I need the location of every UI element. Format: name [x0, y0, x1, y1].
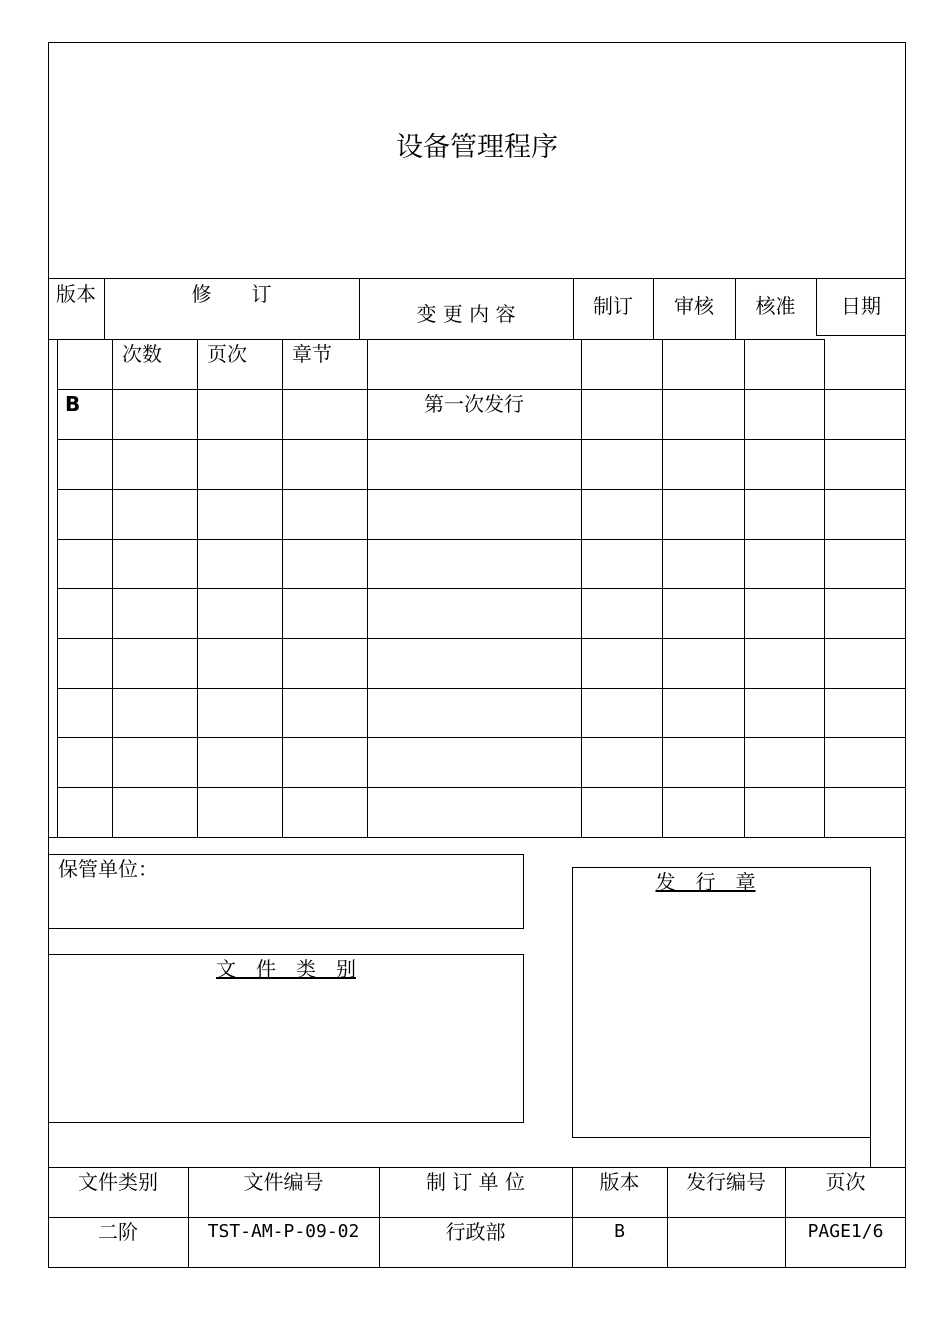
issue-stamp-label: 发 行 章 — [655, 870, 756, 894]
header-times: 次数 — [122, 342, 162, 366]
header-approved: 核准 — [755, 294, 796, 318]
row-version: B — [65, 392, 81, 416]
document-title: 设备管理程序 — [396, 132, 558, 163]
footer-header-doc-category: 文件类别 — [78, 1170, 158, 1194]
footer-header-doc-number: 文件编号 — [243, 1170, 324, 1194]
header-drafted: 制订 — [593, 294, 633, 318]
footer-header-drafting-unit: 制 订 单 位 — [425, 1170, 526, 1194]
footer-value-drafting-unit: 行政部 — [445, 1220, 506, 1244]
issue-stamp-box — [572, 867, 871, 1138]
footer-value-doc-category: 二阶 — [98, 1220, 138, 1244]
header-page: 页次 — [207, 342, 247, 366]
footer-header-version: 版本 — [599, 1170, 640, 1194]
footer-header-page: 页次 — [825, 1170, 866, 1194]
header-version: 版本 — [56, 282, 96, 306]
footer-header-issue-number: 发行编号 — [686, 1170, 766, 1194]
header-change-content: 变 更 内 容 — [416, 302, 516, 326]
custody-label: 保管单位： — [58, 857, 158, 881]
footer-value-version: B — [614, 1221, 625, 1242]
footer-value-page: PAGE1/6 — [807, 1221, 884, 1242]
row-change-content: 第一次发行 — [424, 392, 524, 416]
footer-value-doc-number: TST-AM-P-09-02 — [207, 1221, 360, 1242]
header-reviewed: 审核 — [674, 294, 714, 318]
doc-category-label: 文 件 类 别 — [216, 957, 356, 981]
header-revision: 修 订 — [191, 282, 272, 306]
header-chapter: 章节 — [292, 342, 332, 366]
header-date: 日期 — [841, 294, 881, 318]
